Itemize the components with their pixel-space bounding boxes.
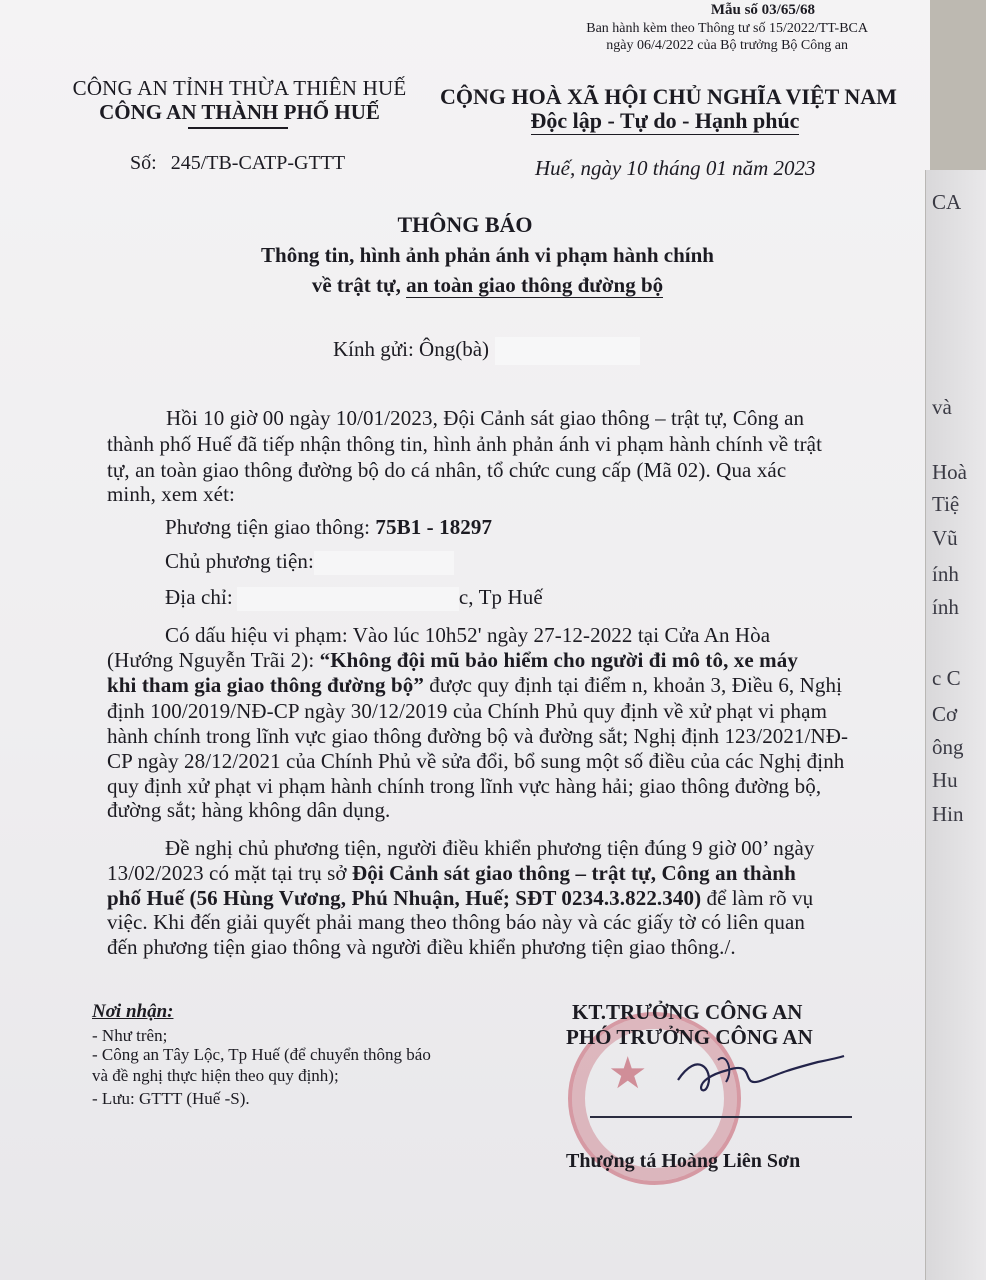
recipients-item-3: và đề nghị thực hiện theo quy định); xyxy=(92,1066,339,1085)
request-office-1: Đội Cảnh sát giao thông – trật tự, Công an thành xyxy=(351,861,796,885)
violation-line-8: đường sắt; hàng không dân dụng. xyxy=(107,798,391,822)
address-label: Địa chỉ: xyxy=(165,585,233,609)
request-line-5: đến phương tiện giao thông và người điều khiển phương tiện giao thông./. xyxy=(107,935,736,959)
doc-number-value: 245/TB-CATP-GTTT xyxy=(170,152,346,174)
doc-number xyxy=(130,152,345,175)
violation-description-1: “Không đội mũ bảo hiểm cho người đi mô tô, xe máy xyxy=(319,648,798,672)
violation-line-4: định 100/2019/NĐ-CP ngày 30/12/2019 của Chính Phủ quy định về xử phạt vi phạm xyxy=(107,699,828,723)
doc-title: THÔNG BÁO xyxy=(397,212,533,237)
underlying-text-1: CA xyxy=(932,190,962,214)
signer-role-2: PHÓ TRƯỞNG CÔNG AN xyxy=(566,1025,813,1049)
recipients-item-4: - Lưu: GTTT (Huế -S). xyxy=(92,1089,250,1108)
request-line-4: việc. Khi đến giải quyết phải mang theo thông báo này và các giấy tờ có liên quan xyxy=(107,910,805,934)
underlying-text-10: ông xyxy=(932,735,964,759)
underlying-sheet xyxy=(925,170,986,1280)
recipients-item-1: - Như trên; xyxy=(92,1026,168,1045)
recipients-heading: Nơi nhận: xyxy=(92,1001,174,1022)
underlying-text-7: ính xyxy=(932,595,959,619)
underlying-text-8: c C xyxy=(932,666,961,690)
place-date: Huế, ngày 10 tháng 01 năm 2023 xyxy=(535,156,816,180)
doc-number-label: Số: xyxy=(130,152,157,174)
underlying-text-4: Tiệ xyxy=(932,492,960,516)
request-line-1: Đề nghị chủ phương tiện, người điều khiển phương tiện đúng 9 giờ 00’ ngày xyxy=(165,836,815,860)
owner-line xyxy=(165,549,454,575)
doc-subtitle-1: Thông tin, hình ảnh phản ánh vi phạm hành chính xyxy=(261,243,714,267)
intro-line-2: thành phố Huế đã tiếp nhận thông tin, hình ảnh phản ánh vi phạm hành chính về trật xyxy=(107,432,823,456)
violation-line-6: CP ngày 28/12/2021 của Chính Phủ về sửa đổi, bổ sung một số điều của các Nghị định xyxy=(107,749,845,773)
org-underline xyxy=(188,127,288,129)
underlying-text-3: Hoà xyxy=(932,460,967,484)
handwritten-signature xyxy=(668,1040,848,1100)
intro-line-1: Hồi 10 giờ 00 ngày 10/01/2023, Đội Cảnh sát giao thông – trật tự, Công an xyxy=(166,406,805,430)
issued-with-line2: ngày 06/4/2022 của Bộ trưởng Bộ Công an xyxy=(606,38,848,53)
doc-subtitle-2-prefix: về trật tự, xyxy=(311,273,407,297)
underlying-text-12: Hin xyxy=(932,802,964,826)
underlying-text-6: ính xyxy=(932,562,959,586)
motto-text: Độc lập - Tự do - Hạnh phúc xyxy=(530,108,800,133)
address-line xyxy=(165,585,543,611)
doc-subtitle-2 xyxy=(0,273,975,298)
intro-line-3: tự, an toàn giao thông đường bộ do cá nhân, tổ chức cung cấp (Mã 02). Qua xác xyxy=(107,458,787,482)
issued-with-note xyxy=(586,20,868,54)
address-tail: c, Tp Huế xyxy=(458,585,543,609)
signature-underline xyxy=(590,1116,852,1118)
request-date: 13/02/2023 có mặt tại trụ sở xyxy=(107,861,352,885)
recipients-item-2: - Công an Tây Lộc, Tp Huế (để chuyển thông báo xyxy=(92,1045,431,1064)
owner-label: Chủ phương tiện: xyxy=(165,549,314,573)
motto xyxy=(440,108,890,134)
violation-description-2: khi tham gia giao thông đường bộ” xyxy=(107,673,424,697)
org-name: CÔNG AN THÀNH PHỐ HUẾ xyxy=(99,100,380,124)
violation-location: (Hướng Nguyễn Trãi 2): xyxy=(107,648,320,672)
vehicle-line xyxy=(165,515,492,540)
underlying-text-9: Cơ xyxy=(932,702,958,726)
violation-line-2 xyxy=(107,648,798,673)
redacted-address xyxy=(237,587,459,611)
violation-line-5: hành chính trong lĩnh vực giao thông đường bộ và đường sắt; Nghị định 123/2021/NĐ- xyxy=(107,724,849,748)
recipient-label: Kính gửi: Ông(bà) xyxy=(333,337,490,361)
request-line-3 xyxy=(107,886,813,911)
underlying-text-5: Vũ xyxy=(932,526,958,550)
request-purpose: để làm rõ vụ xyxy=(701,886,814,910)
seal-star-icon: ★ xyxy=(608,1049,648,1098)
org-parent: CÔNG AN TỈNH THỪA THIÊN HUẾ xyxy=(72,76,407,100)
request-office-2: phố Huế (56 Hùng Vương, Phú Nhuận, Huế; SĐT 0234.3.822.340) xyxy=(107,886,702,910)
violation-legal-ref: được quy định tại điểm n, khoản 3, Điều 6, Nghị xyxy=(423,673,843,697)
issued-with-line1: Ban hành kèm theo Thông tư số 15/2022/TT-BCA xyxy=(586,21,868,36)
violation-line-7: quy định xử phạt vi phạm hành chính trong lĩnh vực hàng hải; giao thông đường bộ, xyxy=(107,774,822,798)
signer-name: Thượng tá Hoàng Liên Sơn xyxy=(566,1150,801,1172)
republic-name: CỘNG HOÀ XÃ HỘI CHỦ NGHĨA VIỆT NAM xyxy=(440,84,897,109)
intro-line-4: minh, xem xét: xyxy=(107,482,235,506)
signer-role-1: KT.TRƯỞNG CÔNG AN xyxy=(572,1000,803,1024)
underlying-text-11: Hu xyxy=(932,768,958,792)
violation-line-3 xyxy=(107,673,842,698)
redacted-owner xyxy=(314,551,454,575)
form-number: Mẫu số 03/65/68 xyxy=(710,2,815,18)
redacted-recipient xyxy=(495,337,640,365)
request-line-2 xyxy=(107,861,796,886)
vehicle-plate: 75B1 - 18297 xyxy=(375,515,493,539)
violation-line-1: Có dấu hiệu vi phạm: Vào lúc 10h52' ngày 27-12-2022 tại Cửa An Hòa xyxy=(165,623,771,647)
recipient-line xyxy=(333,337,640,365)
underlying-text-2: và xyxy=(932,395,952,419)
doc-subtitle-2-underlined: an toàn giao thông đường bộ xyxy=(406,273,664,297)
vehicle-label: Phương tiện giao thông: xyxy=(165,515,376,539)
